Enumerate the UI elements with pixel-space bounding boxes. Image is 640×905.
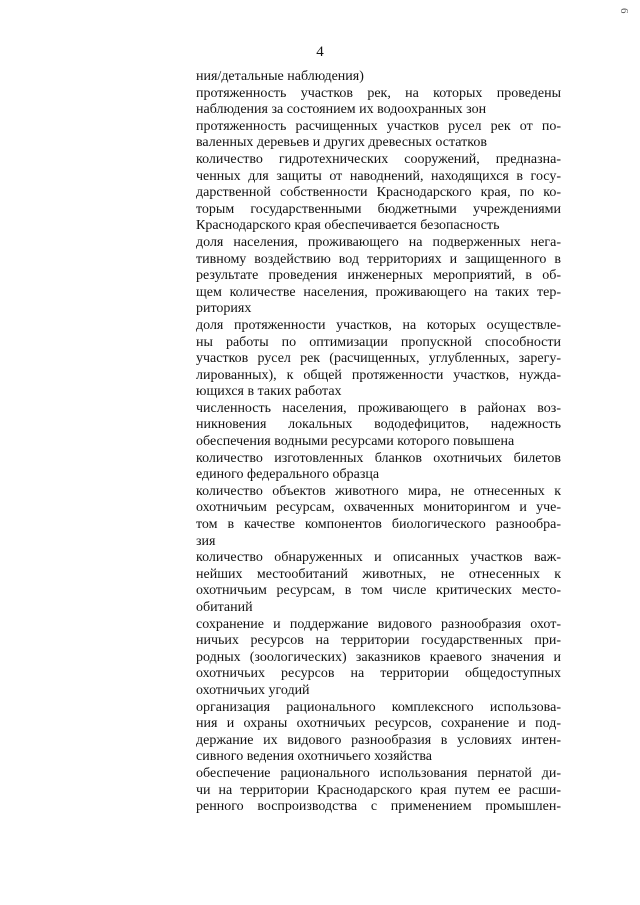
- text-line: обеспечения водными ресурсами которого повышена: [196, 434, 515, 450]
- text-line: количество гидротехнических сооружений, предназна-: [196, 151, 561, 167]
- paragraph: [196, 700, 561, 766]
- text-line: доля населения, проживающего на подверженных нега-: [196, 234, 561, 250]
- paragraph: [196, 152, 561, 235]
- text-line: зия: [196, 533, 216, 549]
- text-line: количество изготовленных бланков охотничьих билетов: [196, 450, 561, 466]
- text-line: охотничьим ресурсам, в том числе критических место-: [196, 583, 561, 599]
- text-line: держание их видового разнообразия в условиях интен-: [196, 732, 561, 748]
- paragraph: [196, 119, 561, 152]
- paragraph: [196, 401, 561, 451]
- text-line: ния и охраны охотничьих ресурсов, сохранение и под-: [196, 716, 561, 732]
- text-line: количество объектов животного мира, не отнесенных к: [196, 483, 561, 499]
- text-line: ченных для защиты от наводнений, находящихся в госу-: [196, 168, 561, 184]
- text-line: наблюдения за состоянием их водоохранных зон: [196, 102, 487, 118]
- text-line: доля протяженности участков, на которых осуществле-: [196, 317, 561, 333]
- text-line: щем количестве населения, проживающего на таких тер-: [196, 284, 561, 300]
- text-line: охотничьих ресурсов на территории общедоступных: [196, 666, 561, 682]
- text-line: ренного воспроизводства с применением промышлен-: [196, 799, 561, 815]
- text-line: валенных деревьев и других древесных остатков: [196, 135, 487, 151]
- text-line: ничьих ресурсов на территории государственных при-: [196, 633, 561, 649]
- text-line: количество обнаруженных и описанных участков важ-: [196, 550, 561, 566]
- text-line: охотничьим ресурсам, охваченных мониторингом и уче-: [196, 500, 561, 516]
- text-line: никновения локальных вододефицитов, надежность: [196, 417, 561, 433]
- text-line: организация рационального комплексного использова-: [196, 699, 561, 715]
- paragraph: [196, 318, 561, 401]
- text-line: результате проведения инженерных мероприятий, в об-: [196, 268, 561, 284]
- text-line: обеспечение рационального использования пернатой ди-: [196, 765, 561, 781]
- paragraph: [196, 617, 561, 700]
- text-line: ния/детальные наблюдения): [196, 69, 364, 84]
- text-line: тивному воздействию вод территориях и защищенного в: [196, 251, 561, 267]
- text-line: чи на территории Краснодарского края путем ее расши-: [196, 782, 561, 798]
- document-body: [196, 69, 561, 816]
- text-line: риториях: [196, 301, 252, 317]
- text-line: том в качестве компонентов биологического разнообра-: [196, 517, 561, 533]
- text-line: нейших местообитаний животных, не отнесенных к: [196, 566, 561, 582]
- text-line: дарственной собственности Краснодарского края, по ко-: [196, 185, 561, 201]
- paragraph: [196, 86, 561, 119]
- text-line: родных (зоологических) заказников краевого значения и: [196, 649, 561, 665]
- text-line: единого федерального образца: [196, 467, 380, 483]
- text-line: обитаний: [196, 600, 253, 615]
- text-line: протяженность участков рек, на которых проведены: [196, 85, 561, 101]
- paragraph: [196, 235, 561, 318]
- text-line: сивного ведения охотничьего хозяйства: [196, 749, 432, 765]
- paragraph: [196, 550, 561, 616]
- edge-mark: 6: [618, 8, 630, 14]
- text-line: протяженность расчищенных участков русел рек от по-: [196, 118, 561, 134]
- text-line: участков русел рек (расчищенных, углубленных, зарегу-: [196, 351, 561, 367]
- text-line: сохранение и поддержание видового разнообразия охот-: [196, 616, 561, 632]
- paragraph: [196, 69, 561, 86]
- text-line: ны работы по оптимизации пропускной способности: [196, 334, 561, 350]
- page-number: 4: [316, 44, 324, 60]
- text-line: Краснодарского края обеспечивается безопасность: [196, 218, 500, 234]
- paragraph: [196, 451, 561, 484]
- text-line: лированных), к общей протяженности участков, нужда-: [196, 367, 561, 383]
- paragraph: [196, 766, 561, 816]
- text-line: торым государственными бюджетными учреждениями: [196, 201, 561, 217]
- paragraph: [196, 484, 561, 550]
- text-line: ющихся в таких работах: [196, 384, 342, 400]
- text-line: численность населения, проживающего в районах воз-: [196, 400, 561, 416]
- text-line: охотничьих угодий: [196, 682, 310, 698]
